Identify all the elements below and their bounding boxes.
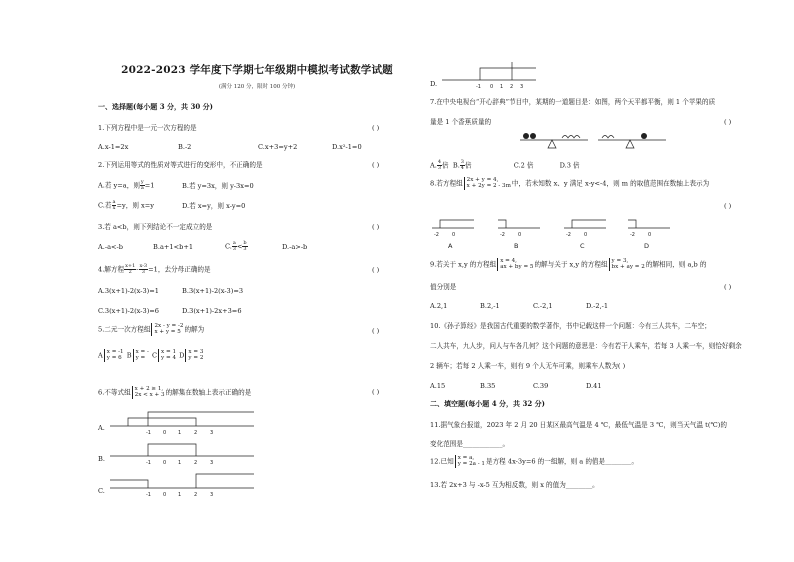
section-fill-heading: 二、填空题(每小题 4 分，共 32 分) <box>430 399 545 408</box>
q3-stem: 3.若 a<b，则下列结论不一定成立的是 <box>98 223 213 231</box>
banana-icon <box>602 136 614 139</box>
q5-stem: 5.二元一次方程组 2x - y = -2 x + y = 5 的解为 <box>98 323 205 336</box>
q1-option-b: B.-2 <box>178 143 192 151</box>
tick: 0 <box>163 492 167 498</box>
q9-option-b: B.2,-1 <box>480 302 500 310</box>
tick: 3 <box>520 84 524 90</box>
apple-icon <box>523 133 529 139</box>
q4-option-a: A.3(x+1)-2(x-3)=1 <box>98 287 159 295</box>
q10-option-a: A.15 <box>430 382 446 390</box>
tick: 2 <box>510 84 514 90</box>
q2-option-b: B.若 y=3x，则 y-3x=0 <box>182 182 254 190</box>
tick: 2 <box>194 460 198 466</box>
tick: 1 <box>178 492 182 498</box>
tick: 0 <box>584 232 588 238</box>
exam-subtitle: (满分 120 分，限时 100 分钟) <box>218 84 296 90</box>
q9-option-c: C.-2,1 <box>533 302 553 310</box>
tick: 2 <box>194 430 198 436</box>
q9-answer-paren[interactable]: ( ) <box>724 283 732 291</box>
q6-option-d-numberline <box>440 62 540 90</box>
apple-icon <box>530 133 536 139</box>
tick: 2 <box>194 492 198 498</box>
tick: -1 <box>146 430 151 436</box>
q2-option-a: A.若 y=a，则 $\frac{y}{a}$ =1 <box>98 179 155 191</box>
q9-option-d: D.-2,-1 <box>586 302 609 310</box>
q2-option-d: D.若 x=y，则 x-y=0 <box>182 202 246 210</box>
q10-line1: 10.《孙子算经》是我国古代重要的数学著作，书中记载这样一个问题：今有三人共车，二车空； <box>430 322 711 330</box>
q10-line2: 二人共车，九人步，问人与车各几何？这个问题的意思是：今有若干人乘车，若每 3 人乘一车，则恰好剩余 <box>430 342 742 350</box>
q7-answer-paren[interactable]: ( ) <box>724 118 732 126</box>
q3-option-c: C. $\frac{a}{3}$ < $\frac{b}{3}$ <box>225 240 247 252</box>
q7-balance-figure <box>518 130 668 152</box>
banana-icon <box>562 136 580 139</box>
tick: -2 <box>566 232 571 238</box>
q9-option-a: A.2,1 <box>430 302 448 310</box>
balance-pivot-right <box>626 140 634 148</box>
tick: -2 <box>630 232 635 238</box>
q8-numberline-options <box>430 216 690 252</box>
tick: 3 <box>210 430 214 436</box>
tick: 0 <box>452 232 456 238</box>
q6-option-a-numberline <box>108 408 258 436</box>
q4-stem: 4.解方程 $\frac{x+1}{2}$ - $\frac{x-3}{3}$ =1，去分母正确的是 <box>98 263 211 275</box>
exam-title: 2022-2023 学年度下学期七年级期中模拟考试数学试题 <box>121 64 393 76</box>
tick: 0 <box>163 460 167 466</box>
q8-label-d: D <box>644 242 650 250</box>
q7-line1: 7.在中央电视台“开心辞典”节目中，某期的一道题目是：如图，两个天平都平衡，则 1 个苹果的质 <box>430 98 716 106</box>
tick: -1 <box>146 492 151 498</box>
q6-option-b-numberline <box>108 438 258 466</box>
q8-label-b: B <box>514 242 519 250</box>
q11-line2: 变化范围是____________。 <box>430 440 510 448</box>
q8-stem: 8.若方程组 2x + y = 4, x + 2y = 2 - 3m中，若未知数 x、y 满足 x-y<-4，则 m 的取值范围在数轴上表示为 <box>430 177 710 190</box>
q9-stem: 9.若关于 x,y 的方程组 x = 4, ax + by = 5的解与关于 x,y 的方程组 y = 3, bx + ay = 2的解相同，则 a,b 的 <box>430 258 707 271</box>
q11-line1: 11.据气象台报道，2023 年 2 月 20 日某区最高气温是 4 ℃，最低气温是 3 ℃，则当天气温 t(℃)的 <box>430 421 727 429</box>
tick: 1 <box>178 430 182 436</box>
q6-stem: 6.不等式组 x + 2 ≥ 1, 2x < x + 3的解集在数轴上表示正确的是 <box>98 386 252 399</box>
q10-option-b: B.35 <box>480 382 496 390</box>
tick: 0 <box>518 232 522 238</box>
tick: -1 <box>146 460 151 466</box>
q10-option-d: D.41 <box>586 382 602 390</box>
q1-option-d: D.x²-1=0 <box>332 143 362 151</box>
tick: 0 <box>490 84 494 90</box>
q6-answer-paren[interactable]: ( ) <box>372 388 380 396</box>
q4-answer-paren[interactable]: ( ) <box>372 266 380 274</box>
q8-label-c: C <box>580 242 585 250</box>
apple-icon <box>641 133 647 139</box>
section-choice-heading: 一、选择题(每小题 3 分，共 30 分) <box>98 102 213 111</box>
q1-option-c: C.x+3=y+2 <box>258 143 298 151</box>
q6-option-b-label: B. <box>98 455 105 463</box>
q9-line2: 值分别是 <box>430 283 457 291</box>
q8-answer-paren[interactable]: ( ) <box>724 202 732 210</box>
q4-option-b: B.3(x+1)-2(x-3)=3 <box>182 287 244 295</box>
q1-stem: 1.下列方程中是一元一次方程的是 <box>98 124 197 132</box>
q2-stem: 2.下列运用等式的性质对等式进行的变形中，不正确的是 <box>98 161 263 169</box>
q4-option-c: C.3(x+1)-2(x-3)=6 <box>98 307 159 315</box>
q12-stem: 12.已知 x = a, y = 2a - 1是方程 4x-3y=6 的一组解，则 a 的值是________。 <box>430 455 639 468</box>
q8-label-a: A <box>448 242 453 250</box>
q6-option-a-label: A. <box>98 424 105 432</box>
balance-pivot-left <box>548 140 556 148</box>
q3-option-d: D.-a>-b <box>282 243 308 251</box>
tick: 3 <box>210 492 214 498</box>
tick: -2 <box>434 232 439 238</box>
q5-answer-paren[interactable]: ( ) <box>372 327 380 335</box>
q5-options: A x = -1 y = 6 B x = - y = C x = 1 y = 4 D x = 3 y = 2 <box>98 349 204 362</box>
q6-option-c-numberline <box>108 470 258 498</box>
q7-options: A. $\frac{4}{3}$ 倍 B. $\frac{3}{4}$ 倍 C.2 倍 D.3 倍 <box>430 159 580 171</box>
tick: -1 <box>476 84 481 90</box>
q1-answer-paren[interactable]: ( ) <box>372 124 380 132</box>
q1-option-a: A.x-1=2x <box>98 143 129 151</box>
q3-option-b: B.a+1<b+1 <box>153 243 194 251</box>
tick: 1 <box>500 84 504 90</box>
q2-answer-paren[interactable]: ( ) <box>372 161 380 169</box>
q2-option-c: C.若 $\frac{a}{x}$ =y，则 x=y <box>98 199 154 211</box>
tick: 1 <box>178 460 182 466</box>
q3-option-a: A.-a<-b <box>98 243 123 251</box>
q3-answer-paren[interactable]: ( ) <box>372 223 380 231</box>
q10-line3: 2 辆车；若每 2 人乘一车，则有 9 个人无车可乘，则乘车人数为( ) <box>430 362 626 370</box>
q4-option-d: D.3(x+1)-2x+3=6 <box>182 307 242 315</box>
tick: 0 <box>648 232 652 238</box>
q6-option-c-label: C. <box>98 487 105 495</box>
q10-option-c: C.39 <box>533 382 549 390</box>
q7-line2: 量是 1 个香蕉质量的 <box>430 118 492 126</box>
tick: 3 <box>210 460 214 466</box>
tick: -2 <box>500 232 505 238</box>
q13-text: 13.若 2x+3 与 -x-5 互为相反数，则 x 的值为________。 <box>430 481 599 489</box>
q6-option-d-label: D. <box>430 80 438 88</box>
tick: 0 <box>163 430 167 436</box>
